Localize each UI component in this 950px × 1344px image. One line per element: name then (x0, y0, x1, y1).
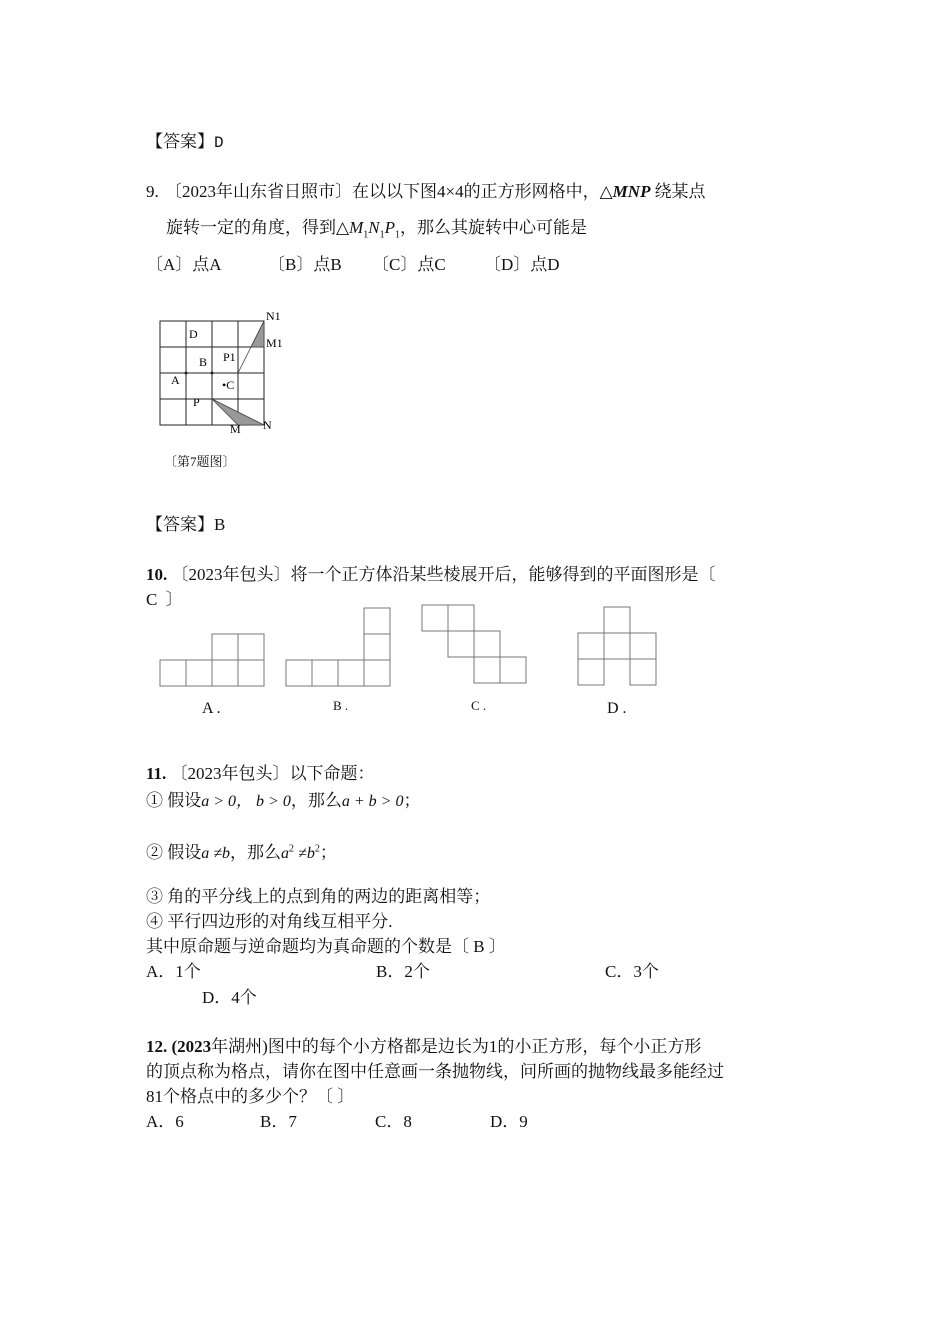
answer-line-9 (146, 510, 225, 535)
q12-number: 12. (146, 1037, 168, 1056)
q9-text-b: 绕某点 (654, 182, 706, 201)
q10-text: 将一个正方体沿某些棱展开后，能够得到的平面图形是〔 (290, 565, 716, 584)
s1-math: a > 0， b > 0 (201, 793, 291, 810)
net-b (286, 608, 390, 686)
answer-label: 【答案】 (146, 132, 214, 151)
q9-figure-caption: 〔第7题图〕 (164, 454, 236, 469)
q10-line1 (146, 560, 716, 585)
answer-label: 【答案】 (146, 515, 214, 534)
q10-label-d: D . (607, 700, 627, 717)
s1-end: ； (403, 791, 421, 810)
label-c: •C (222, 378, 235, 392)
q11-statement-2 (146, 838, 337, 863)
q9-m1: M (349, 218, 364, 237)
q9-option-d: 〔D〕点D (484, 255, 560, 274)
q11-option-c: C．3个 (605, 962, 659, 981)
s2-b: ≠b (294, 845, 315, 862)
point-a (185, 372, 188, 375)
q11-statement-4: ④ 平行四边形的对角线互相平分. (146, 912, 393, 931)
q11-source: 〔2023年包头〕 (170, 764, 290, 783)
q9-n1: N (368, 218, 380, 237)
q12-option-d: D．9 (490, 1112, 528, 1131)
q12-line1 (146, 1032, 701, 1057)
q12-source-rest: 年湖州) (211, 1037, 268, 1056)
q9-sub: 1 (394, 229, 400, 241)
s2-sup: 2 (314, 843, 320, 855)
q9-text-a: 在以以下图4×4的正方形网格中，△ (352, 182, 613, 201)
q11-statement-1 (146, 786, 420, 811)
q9-text-c: 旋转一定的角度，得到△ (166, 218, 350, 237)
q10-number: 10. (146, 565, 168, 584)
q9-p1: P (384, 218, 395, 237)
q9-sub: 1 (379, 229, 385, 241)
q10-label-a: A . (202, 700, 221, 717)
net-a (160, 634, 264, 686)
q12-source: (2023 (171, 1037, 212, 1056)
label-n1: N1 (266, 309, 281, 323)
s2-pre: ② 假设 (146, 843, 202, 862)
q10-source: 〔2023年包头〕 (171, 565, 291, 584)
q12-option-b: B．7 (260, 1112, 297, 1131)
q11-statement-3: ③ 角的平分线上的点到角的两边的距离相等； (146, 887, 491, 906)
q9-line1 (146, 177, 705, 202)
q9-option-b: 〔B〕点B (268, 255, 342, 274)
q12-option-a: A．6 (146, 1112, 184, 1131)
label-m1: M1 (266, 336, 283, 350)
q10-label-c: C . (471, 698, 487, 713)
point-b (211, 372, 214, 375)
label-n: N (263, 418, 272, 432)
q9-grid-figure (150, 305, 300, 440)
answer-value: D (214, 134, 224, 152)
q9-option-a: 〔A〕点A (146, 255, 222, 274)
label-m: M (230, 422, 241, 436)
label-a: A (171, 373, 180, 387)
s1-math2: a + b > 0 (341, 793, 404, 810)
q11-number: 11. (146, 764, 167, 783)
q12-option-c: C．8 (375, 1112, 412, 1131)
q10-answer: C (146, 590, 158, 609)
s2-sup: 2 (289, 843, 295, 855)
q10-close: 〕 (165, 590, 183, 609)
label-d: D (189, 327, 198, 341)
q9-mnp: MNP (612, 182, 651, 201)
label-b: B (199, 355, 208, 369)
s1-pre: ① 假设 (146, 791, 202, 810)
s2-mid: ，那么 (230, 843, 282, 862)
s2-a: a (281, 845, 290, 862)
q9-line2 (166, 213, 587, 240)
q12-line3: 81个格点中的多少个？〔 〕 (146, 1087, 355, 1106)
q12-text-1: 图中的每个小方格都是边长为1的小正方形，每个小正方形 (267, 1037, 702, 1056)
q11-option-d: D．4个 (202, 988, 257, 1007)
q10-nets-figure (155, 600, 675, 695)
s2-end: ； (319, 843, 337, 862)
q9-sub: 1 (363, 229, 369, 241)
s2-math: a ≠b (201, 845, 231, 862)
label-p: P (193, 395, 200, 409)
q9-text-d: ，那么其旋转中心可能是 (399, 218, 587, 237)
q11-line1 (146, 759, 375, 784)
label-p1: P1 (223, 350, 236, 364)
q11-option-a: A．1个 (146, 962, 201, 981)
answer-value: B (214, 515, 226, 534)
q9-source: 〔2023年山东省日照市〕 (165, 182, 352, 201)
q11-intro: 以下命题： (289, 764, 375, 783)
q10-label-b: B . (333, 698, 349, 713)
q9-number: 9. (146, 182, 159, 201)
net-d (578, 607, 656, 685)
answer-line-8 (146, 127, 224, 152)
q11-option-b: B．2个 (376, 962, 430, 981)
q11-question: 其中原命题与逆命题均为真命题的个数是〔 B 〕 (146, 937, 506, 956)
net-c (422, 605, 526, 683)
s1-mid: ，那么 (290, 791, 342, 810)
q9-option-c: 〔C〕点C (372, 255, 446, 274)
q12-line2: 的顶点称为格点，请你在图中任意画一条抛物线，问所画的抛物线最多能经过 (146, 1062, 724, 1081)
